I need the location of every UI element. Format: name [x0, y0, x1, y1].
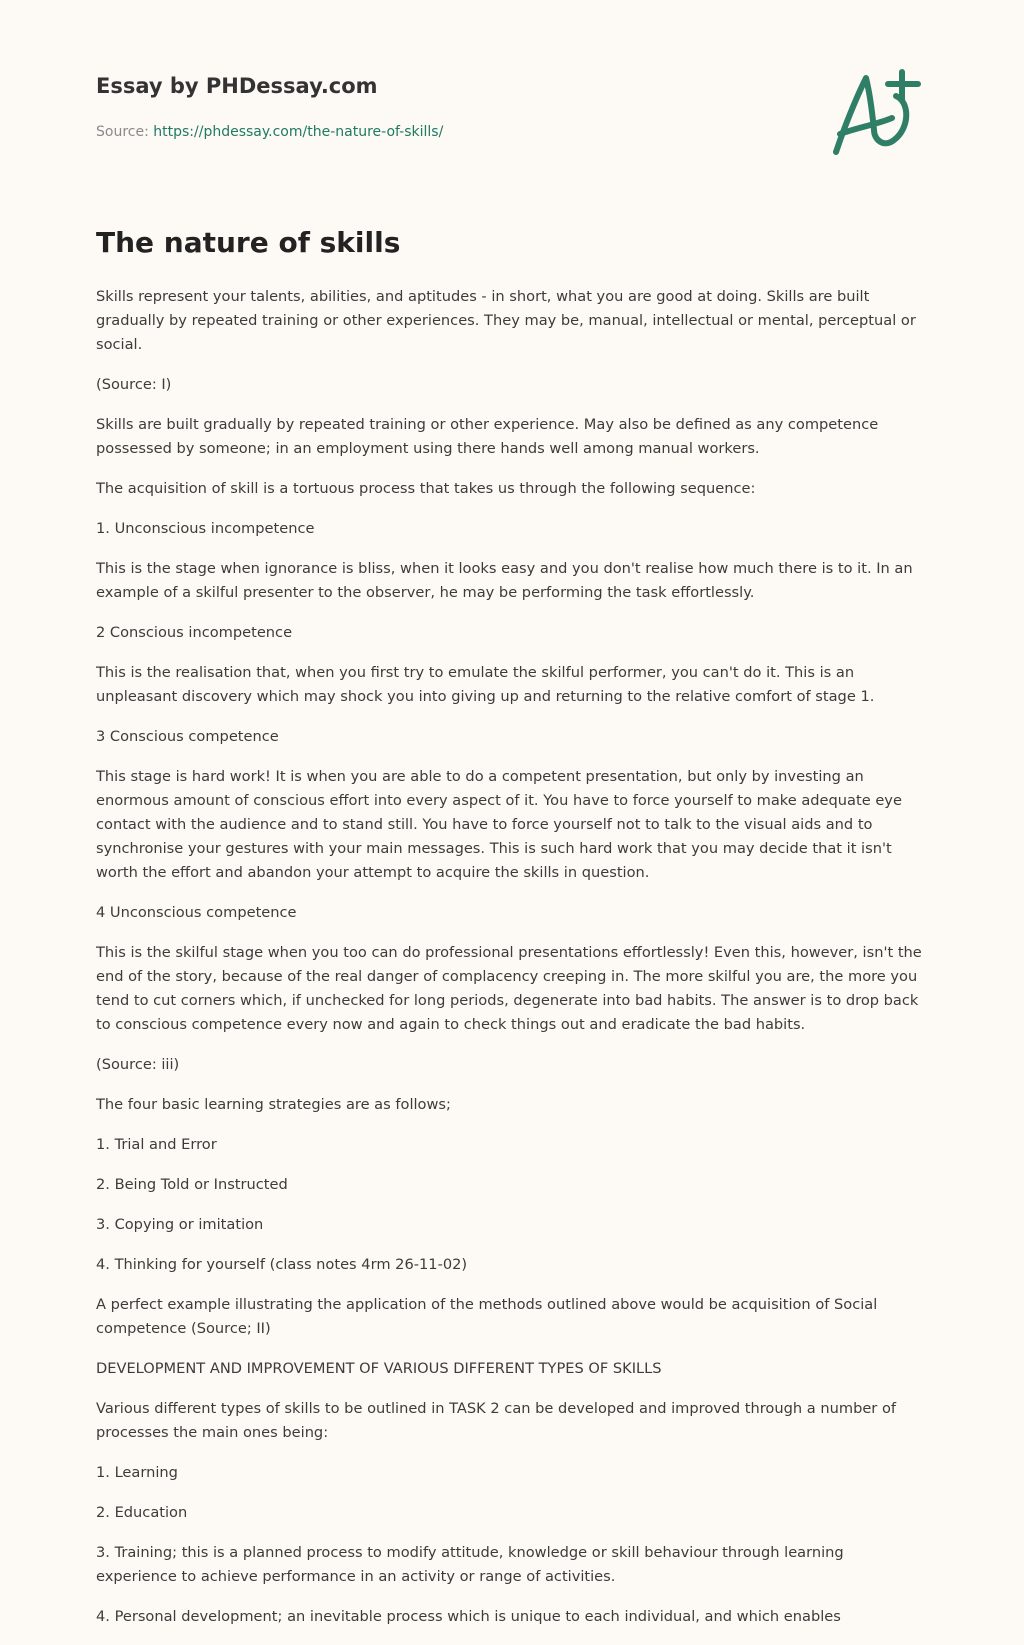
essay-paragraph: 1. Learning [96, 1464, 178, 1481]
essay-paragraph: (Source: I) [96, 376, 172, 393]
essay-paragraph: This is the skilful stage when you too can do professional presentations effortlessly! Even this, however, isn't the end of the story, because of the real danger of complacency creeping in. The more skilful you are, the more you tend to cut corners which, if unchecked for long periods, degenerate into bad habits. The answer is to drop back to conscious competence every now and again to check things out and eradicate the bad habits. [96, 944, 922, 1033]
brand-title: Essay by PHDessay.com [96, 74, 378, 98]
essay-paragraph: This is the realisation that, when you first try to emulate the skilful performer, you can't do it. This is an unpleasant discovery which may shock you into giving up and returning to the relative comfort of stage 1. [96, 664, 875, 705]
essay-paragraph: This is the stage when ignorance is bliss, when it looks easy and you don't realise how much there is to it. In an example of a skilful presenter to the observer, he may be performing the task effortlessly. [96, 560, 913, 601]
source-line [96, 124, 443, 140]
essay-paragraph: Various different types of skills to be outlined in TASK 2 can be developed and improved through a number of processes the main ones being: [96, 1400, 897, 1441]
essay-paragraph: (Source: iii) [96, 1056, 180, 1073]
essay-paragraph: Skills are built gradually by repeated training or other experience. May also be defined as any competence possessed by someone; in an employment using there hands well among manual workers. [96, 416, 879, 457]
essay-paragraph: The acquisition of skill is a tortuous process that takes us through the following sequence: [96, 480, 756, 497]
essay-paragraph: 2. Being Told or Instructed [96, 1176, 288, 1193]
essay-paragraph: 4 Unconscious competence [96, 904, 297, 921]
essay-paragraph: A perfect example illustrating the application of the methods outlined above would be acquisition of Social competence (Source; II) [96, 1296, 878, 1337]
a-plus-logo-icon [822, 66, 926, 166]
essay-paragraph: 3. Training; this is a planned process to modify attitude, knowledge or skill behaviour through learning experience to achieve performance in an activity or range of activities. [96, 1544, 844, 1585]
essay-paragraph: DEVELOPMENT AND IMPROVEMENT OF VARIOUS DIFFERENT TYPES OF SKILLS [96, 1360, 662, 1377]
essay-paragraph: 1. Trial and Error [96, 1136, 217, 1153]
essay-paragraph: 4. Thinking for yourself (class notes 4rm 26-11-02) [96, 1256, 468, 1273]
essay-paragraph: 2. Education [96, 1504, 188, 1521]
essay-paragraph: 4. Personal development; an inevitable process which is unique to each individual, and which enables [96, 1608, 841, 1625]
essay-title: The nature of skills [96, 226, 401, 259]
source-label: Source: [96, 124, 149, 140]
essay-paragraph: Skills represent your talents, abilities, and aptitudes - in short, what you are good at doing. Skills are built gradually by repeated training or other experiences. They may be, manual, intellectual or mental, perceptual or social. [96, 288, 916, 353]
essay-paragraph: The four basic learning strategies are as follows; [96, 1096, 451, 1113]
essay-paragraph: 3. Copying or imitation [96, 1216, 264, 1233]
essay-body [96, 285, 928, 1645]
source-link[interactable]: https://phdessay.com/the-nature-of-skills/ [153, 124, 444, 140]
essay-paragraph: 2 Conscious incompetence [96, 624, 293, 641]
essay-paragraph: 1. Unconscious incompetence [96, 520, 315, 537]
essay-paragraph: 3 Conscious competence [96, 728, 279, 745]
essay-paragraph: This stage is hard work! It is when you are able to do a competent presentation, but only by investing an enormous amount of conscious effort into every aspect of it. You have to force yourself to make adequate eye contact with the audience and to stand still. You have to force yourself not to talk to the visual aids and to synchronise your gestures with your main messages. This is such hard work that you may decide that it isn't worth the effort and abandon your attempt to acquire the skills in question. [96, 768, 902, 881]
